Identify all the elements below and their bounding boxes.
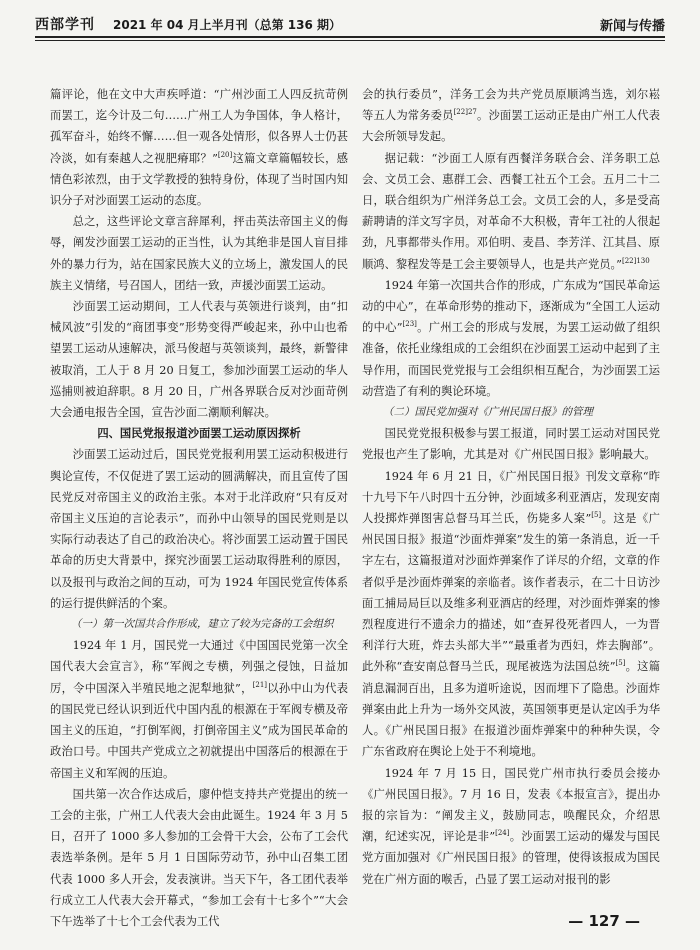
- left-column: [50, 84, 348, 932]
- paragraph: 1924 年 7 月 15 日，国民党广州市执行委员会接办《广州民国日报》。7 月 16 日，发表《本报宣言》，提出办报的宗旨为：“阐发主义，鼓励同志，唤醒民众，介绍思潮，纪述实况，评论是非”[24]。沙面罢工运动的爆发与国民党方面加强对《广州民国日报》的管理，使得该报成为国民党在广州方面的喉舌，凸显了罢工运动对报刊的影: [362, 766, 660, 886]
- paragraph: 总之，这些评论文章言辞犀利，抨击英法帝国主义的侮辱，阐发沙面罢工运动的正当性，认为其绝非是国人盲目排外的暴力行为，站在国家民族大义的立场上，激发国人的民族主义情绪，号召国人，团结一致，声援沙面罢工运动。: [50, 215, 348, 292]
- section-title: 新闻与传播: [599, 19, 665, 34]
- paragraph: 1924 年 1 月，国民党一大通过《中国国民党第一次全国代表大会宣言》，称“军阀之专横，列强之侵蚀，日益加厉，令中国深入半殖民地之泥犁地狱”，[21]以孙中山为代表的国民党已经认识到近代中国内乱的根源在于军阀专横及帝国主义的压迫，“打倒军阀，打倒帝国主义”成为国民革命的政治口号。中国共产党成立之初就提出中国落后的根源在于帝国主义和军阀的压迫。: [50, 639, 348, 780]
- section-heading: 四、国民党报报道沙面罢工运动原因探析: [97, 427, 301, 441]
- paragraph: 沙面罢工运动过后，国民党党报利用罢工运动积极进行舆论宣传，不仅促进了罢工运动的圆满解决，而且宣传了国民党反对帝国主义的政治主张。本对于北洋政府“只有反对帝国主义压迫的言论表示”，而孙中山领导的国民党则是以实际行动表达了自己的政治决心。将沙面罢工运动置于国民革命的历史大背景中，探究沙面罢工运动取得胜利的原因，以及报刊与政治之间的互动，可为 1924 年国民党宣传体系的运行提供鲜活的个案。: [50, 448, 348, 610]
- journal-logo: 西部学刊: [35, 17, 95, 33]
- issue-info: 2021 年 04 月上半月刊（总第 136 期）: [113, 18, 342, 32]
- paragraph: 会的执行委员”，洋务工会为共产党员原顺鸿当选，刘尔崧等五人为常务委员$^{[22]27}$。沙面罢工运动正是由广州工人代表大会所领导发起。: [362, 88, 660, 144]
- paragraph: 沙面罢工运动期间，工人代表与英领进行谈判，由“扣械风波”引发的“商团事变”形势变得严峻起来，孙中山也希望罢工运动从速解决，派马俊超与英领谈判，最终，新警律被取消，工人于 8 月 20 日复工，参加沙面罢工运动的华人巡捕则被迫辞职。8 月 20 日，广州各界联合反对沙面苛例大会通电报告全国，宣告沙面二潮顺利解决。: [50, 300, 348, 420]
- paragraph: 国共第一次合作达成后，廖仲恺支持共产党提出的统一工会的主张，广州工人代表大会由此诞生。1924 年 3 月 5 日，召开了 1000 多人参加的工会骨干大会，公布了工会代表选举条例。是年 5 月 1 日国际劳动节，孙中山召集工团代表 1000 多人开会，发表演讲。当天下午，各工团代表举行成立工人代表大会开幕式，“参加工会有十七多个”“大会下午选举了十七个工会代表为工代: [50, 787, 348, 928]
- page-number: — 127 —: [568, 912, 640, 930]
- paragraph: 篇评论，他在文中大声疾呼道：“广州沙面工人四反抗苛例而罢工，迄今计及二句……广州工人为争国体，争人格计，孤军奋斗，始终不懈……但一观各处情形，似各界人士仍甚冷淡，如有秦越人之视肥瘠耶？”[20]这篇文章篇幅较长，感情色彩浓烈，由于文学教授的独特身份，体现了当时国内知识分子对沙面罢工运动的态度。: [50, 88, 348, 208]
- subsection-heading: （二）国民党加强对《广州民国日报》的管理: [383, 406, 593, 419]
- paragraph: 1924 年第一次国共合作的形成，广东成为“国民革命运动的中心”，在革命形势的推动下，逐渐成为“全国工人运动的中心”[23]。广州工会的形成与发展，为罢工运动做了组织准备，依托业缘组成的工会组织在沙面罢工运动中起到了主导作用，而国民党党报与工会组织相互配合，为沙面罢工运动营造了有利的舆论环境。: [362, 278, 660, 398]
- paragraph: 据记载：“沙面工人原有西餐洋务联合会、洋务职工总会、文员工会、惠群工会、西餐工社五个工会。五月二十二日，联合组织为广州洋务总工会。文员工会的人，多是受高薪聘请的洋文写字员，对革命不大积极，青年工社的人很起劲，凡事都带头作用。邓伯明、麦昌、李芳洋、江其昌、原顺鸿、黎程发等是工会主要领导人，也是共产党员。”$^{[22]130}$: [362, 151, 660, 271]
- paragraph: 国民党党报积极参与罢工报道，同时罢工运动对国民党党报也产生了影响，尤其是对《广州民国日报》影响最大。: [362, 427, 660, 462]
- header-rule: [35, 36, 665, 38]
- paragraph: 1924 年 6 月 21 日，《广州民国日报》刊发文章称“昨十九号下午八时四十五分钟，沙面域多利亚酒店，发现安南人投掷炸弹图害总督马耳兰氏，伤毙多人案”[5]。这是《广州民国日报》报道“沙面炸弹案”发生的第一条消息，近一千字左右，这篇报道对沙面炸弹案作了详尽的介绍，文章的作者似乎是沙面炸弹案的亲临者。该作者表示，在二十日访沙面工捕局局巨以及维多利亚酒店的经理，对沙面炸弹案的惨烈程度进行不遗余力的描述，如“查昇役死者四人，一为晋利洋行大班，炸去头部大半”“最重者为西妇，炸去胸部”。此外称“查安南总督马兰氏，现尾被选为法国总统”[5]。这篇消息漏洞百出，且多为道听途说，因而埋下了隐患。沙面炸弹案由此上升为一场外交风波，英国领事更是认定凶手为华人。《广州民国日报》在报道沙面炸弹案中的种种失误，令广东省政府在舆论上处于不利境地。: [362, 469, 660, 759]
- subsection-heading: （一）第一次国共合作形成，建立了较为完备的工会组织: [71, 618, 334, 631]
- header-rule-thin: [35, 40, 665, 41]
- right-column: [362, 84, 660, 890]
